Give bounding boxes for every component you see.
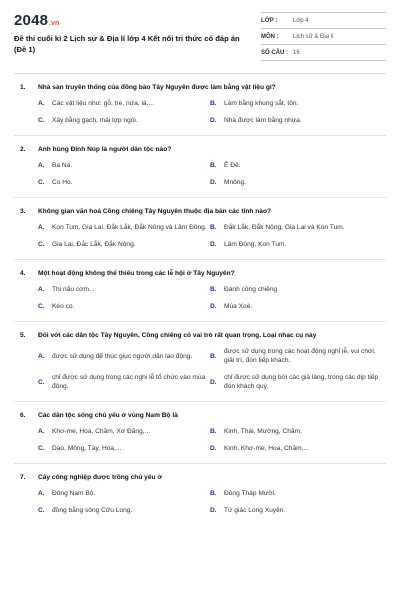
- answer-option[interactable]: [210, 347, 382, 365]
- question-3: [14, 208, 386, 260]
- option-text: Gia Lai, Đắc Lắk, Đắk Nông.: [52, 241, 136, 248]
- option-text: Kinh, Thái, Mường, Chăm,: [224, 428, 302, 435]
- answer-option[interactable]: [38, 116, 210, 125]
- option-letter: D.: [210, 117, 217, 124]
- option-letter: C.: [38, 378, 45, 386]
- option-letter: D.: [210, 507, 217, 514]
- subject-label: MÔN :: [261, 33, 279, 40]
- option-letter: B.: [210, 162, 217, 169]
- option-text: chỉ được sử dụng bởi các già làng, trong các dịp tiếp đón khách quý.: [224, 374, 379, 390]
- option-letter: B.: [210, 428, 217, 435]
- answer-option[interactable]: [38, 302, 210, 311]
- option-letter: C.: [38, 303, 45, 310]
- option-letter: B.: [210, 224, 217, 231]
- option-text: Kon Tum, Gia Lai, Đắk Lắk, Đắk Nông và Lâm Đồng.: [52, 224, 207, 231]
- question-count-value: 16: [293, 49, 300, 56]
- question-number: 2.: [20, 146, 26, 153]
- answer-option[interactable]: [210, 302, 382, 311]
- option-letter: B.: [210, 286, 217, 293]
- info-table: [261, 12, 386, 61]
- question-list: [14, 84, 386, 515]
- question-number: 6.: [20, 412, 26, 419]
- option-text: Đắk Lắk, Đắk Nông, Gia Lai và Kon Tum.: [224, 224, 345, 231]
- option-letter: C.: [38, 241, 45, 248]
- question-text: Cây công nghiệp được trồng chủ yếu ở: [38, 474, 163, 481]
- question-divider: [14, 259, 386, 260]
- question-count-label: SỐ CÂU :: [261, 49, 288, 56]
- option-text: Tứ giác Long Xuyên.: [224, 507, 286, 514]
- option-letter: A.: [38, 286, 45, 293]
- option-letter: D.: [210, 303, 217, 310]
- answer-option[interactable]: [38, 489, 210, 498]
- option-letter: C.: [38, 117, 45, 124]
- answer-options: [14, 99, 386, 125]
- answer-option[interactable]: [210, 223, 382, 232]
- answer-option[interactable]: [210, 240, 382, 249]
- answer-option[interactable]: [38, 223, 210, 232]
- option-text: Xây bằng gạch, mái lợp ngói.: [52, 117, 138, 124]
- info-row-subject: [261, 29, 386, 45]
- info-row-grade: [261, 13, 386, 29]
- option-letter: B.: [210, 100, 217, 107]
- question-text: Các dân tộc sống chủ yếu ở vùng Nam Bộ là: [38, 412, 178, 419]
- question-text: Một hoạt động không thể thiếu trong các lễ hội ở Tây Nguyên?: [38, 270, 235, 277]
- question-title: [14, 208, 386, 215]
- option-letter: C.: [38, 179, 45, 186]
- answer-options: [14, 223, 386, 249]
- question-number: 5.: [20, 332, 26, 339]
- question-1: [14, 84, 386, 136]
- question-text: Không gian văn hoá Cồng chiêng Tây Nguyên thuộc địa bàn các tỉnh nào?: [38, 208, 271, 215]
- option-text: Nhà được làm bằng nhựa.: [224, 117, 302, 124]
- answer-option[interactable]: [210, 161, 382, 170]
- answer-options: [14, 427, 386, 453]
- answer-option[interactable]: [38, 373, 210, 391]
- answer-option[interactable]: [38, 161, 210, 170]
- question-5: [14, 332, 386, 402]
- answer-options: [14, 285, 386, 311]
- option-letter: A.: [38, 224, 45, 231]
- option-text: Đồng Tháp Mười.: [224, 490, 276, 497]
- option-text: Các vật liệu như: gỗ, tre, nứa, lá,...: [52, 100, 154, 107]
- option-letter: A.: [38, 490, 45, 497]
- option-text: Ê Đê.: [224, 162, 241, 169]
- option-text: Thi nấu cơm. .: [52, 286, 95, 293]
- option-text: Khơ-me, Hoa, Chăm, Xơ Đăng,...: [52, 428, 151, 435]
- answer-option[interactable]: [38, 285, 210, 294]
- header-divider: [14, 73, 386, 74]
- option-letter: D.: [210, 241, 217, 248]
- option-letter: A.: [38, 428, 45, 435]
- question-number: 3.: [20, 208, 26, 215]
- info-row-count: [261, 45, 386, 61]
- option-text: Làm bằng khung sắt, tôn.: [224, 100, 299, 107]
- question-divider: [14, 135, 386, 136]
- answer-option[interactable]: [210, 373, 382, 391]
- option-letter: B.: [210, 352, 217, 360]
- question-title: [14, 474, 386, 481]
- option-text: Đánh cồng chiêng: [224, 286, 278, 293]
- question-number: 1.: [20, 84, 26, 91]
- answer-option[interactable]: [210, 427, 382, 436]
- question-text: Anh hùng Đinh Núp là người dân tộc nào?: [38, 146, 172, 153]
- question-2: [14, 146, 386, 198]
- answer-option[interactable]: [38, 444, 210, 453]
- option-text: Múa Xoè.: [224, 303, 253, 310]
- option-text: chỉ được sử dụng trong các nghi lễ tổ chức vào mùa đông.: [52, 374, 206, 390]
- question-title: [14, 146, 386, 153]
- option-letter: B.: [210, 490, 217, 497]
- question-divider: [14, 463, 386, 464]
- option-text: Lâm Đồng, Kon Tum.: [224, 241, 287, 248]
- question-title: [14, 270, 386, 277]
- grade-value: Lớp 4: [293, 17, 309, 24]
- answer-options: [14, 161, 386, 187]
- logo-suffix: .vn: [49, 20, 60, 27]
- question-title: [14, 412, 386, 419]
- answer-options: [14, 489, 386, 515]
- header: [14, 12, 386, 61]
- answer-option[interactable]: [38, 240, 210, 249]
- answer-option[interactable]: [38, 506, 210, 515]
- answer-option[interactable]: [210, 178, 382, 187]
- option-letter: C.: [38, 507, 45, 514]
- option-letter: C.: [38, 445, 45, 452]
- answer-option[interactable]: [210, 506, 382, 515]
- option-text: đồng bằng sông Cửu Long.: [52, 507, 133, 514]
- header-left: [14, 12, 254, 61]
- document-title: Đề thi cuối kì 2 Lịch sử & Địa lí lớp 4 Kết nối tri thức có đáp án (Đề 1): [14, 34, 240, 54]
- option-text: được sử dụng trong các hoạt động nghỉ lễ, vui chơi, giải trí, đón tiếp khách.: [224, 348, 376, 364]
- question-title: [14, 332, 386, 339]
- answer-option[interactable]: [38, 347, 210, 365]
- logo-text: 2048: [14, 12, 49, 29]
- question-number: 4.: [20, 270, 26, 277]
- question-title: [14, 84, 386, 91]
- question-divider: [14, 197, 386, 198]
- option-text: Ba Na.: [52, 162, 73, 169]
- question-text: Nhà sàn truyền thống của đồng bào Tây Nguyên được làm bằng vật liệu gì?: [38, 84, 276, 91]
- question-text: Đối với các dân tộc Tây Nguyên, Cồng chiêng có vai trò rất quan trọng. Loại nhạc cụ này: [38, 332, 317, 339]
- option-letter: A.: [38, 100, 45, 107]
- answer-options: [14, 347, 386, 391]
- answer-option[interactable]: [210, 285, 382, 294]
- site-logo[interactable]: [14, 12, 254, 29]
- option-letter: A.: [38, 162, 45, 169]
- question-divider: [14, 401, 386, 402]
- answer-option[interactable]: [210, 489, 382, 498]
- answer-option[interactable]: [210, 99, 382, 108]
- question-6: [14, 412, 386, 464]
- answer-option[interactable]: [38, 178, 210, 187]
- question-7: [14, 474, 386, 515]
- grade-label: LỚP :: [261, 17, 278, 24]
- option-text: Co Ho.: [52, 179, 73, 186]
- option-text: được sử dụng để thúc giục người dân lao động.: [52, 352, 193, 360]
- question-number: 7.: [20, 474, 26, 481]
- option-letter: A.: [38, 352, 45, 360]
- option-letter: D.: [210, 445, 217, 452]
- answer-option[interactable]: [38, 427, 210, 436]
- subject-value: Lịch sử & Địa lí: [293, 33, 334, 40]
- answer-option[interactable]: [38, 99, 210, 108]
- option-text: Kinh, Khơ-me, Hoa, Chăm,...: [224, 445, 309, 452]
- option-text: Đông Nam Bộ.: [52, 490, 96, 497]
- option-text: Kéo co.: [52, 303, 75, 310]
- question-4: [14, 270, 386, 322]
- option-text: Dao, Mông, Tày, Hoa,...: [52, 445, 122, 452]
- option-text: Mnông.: [224, 179, 246, 186]
- answer-option[interactable]: [210, 116, 382, 125]
- answer-option[interactable]: [210, 444, 382, 453]
- option-letter: D.: [210, 179, 217, 186]
- option-letter: D.: [210, 378, 217, 386]
- question-divider: [14, 321, 386, 322]
